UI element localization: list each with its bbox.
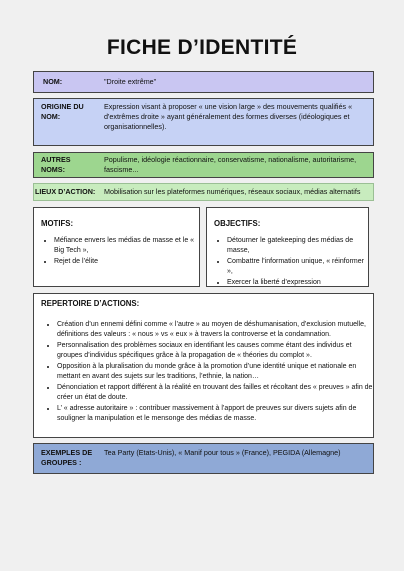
exemples-label: EXEMPLES DE GROUPES : [41,448,93,467]
list-item: • Rejet de l’élite [54,257,200,267]
list-item: • Exercer la liberté d’expression [227,278,369,288]
repertoire-section [33,293,374,438]
lieux-section [33,183,374,201]
motifs-section [33,207,200,287]
list-item: • Création d’un ennemi défini comme « l’autre » au moyen de déshumanisation, d’exclusion mutuelle, définitions des valeurs : « nous » vs « eux » à travers la controverse et la condamnation. [57,320,375,340]
exemples-value: Tea Party (Etats-Unis), « Manif pour tous » (France), PEGIDA (Allemagne) [104,448,341,457]
lieux-label: LIEUX D’ACTION: [35,187,96,196]
nom-section [33,71,374,93]
autres-noms-value: Populisme, idéologie réactionnaire, conservatisme, nationalisme, autoritarisme, fascisme... [104,155,357,174]
origine-section [33,98,374,146]
lieux-value: Mobilisation sur les plateformes numériques, réseaux sociaux, médias alternatifs [104,187,361,196]
list-item: • Opposition à la pluralisation du monde grâce à la promotion d’une identité unique et nationale en mettant en avant des sujets sur les traditions, l’ethnie, la nation… [57,362,375,382]
list-item: • Personnalisation des problèmes sociaux en identifiant les causes comme étant des individus et groupes d’individus spécifiques grâce à la propagation de « théories du complot ». [57,341,375,361]
page-title: FICHE D’IDENTITÉ [106,36,298,59]
origine-label: ORIGINE DU NOM: [41,102,84,121]
list-item: • Détourner le gatekeeping des médias de masse, [227,236,369,256]
repertoire-label: REPERTOIRE D’ACTIONS: [41,299,140,308]
nom-label: NOM: [43,77,63,86]
motifs-list [41,236,200,268]
list-item: • L’ « adresse autoritaire » : contribuer massivement à l’apport de preuves sur divers sujets afin de souligner la manipulation et le mensonge des médias de masse. [57,404,375,424]
motifs-label: MOTIFS: [41,219,74,228]
objectifs-label: OBJECTIFS: [214,219,261,228]
exemples-section [33,443,374,474]
origine-value: Expression visant à proposer « une vision large » des mouvements qualifiés « d'extrêmes droite » ayant généralement des formes diverses (idéologiques et organisationnelles). [104,102,353,131]
autres-noms-label: AUTRES NOMS: [41,155,71,174]
objectifs-list [214,236,369,289]
repertoire-list [44,320,375,425]
autres-noms-section [33,152,374,178]
objectifs-section [206,207,369,287]
nom-value: "Droite extrême" [104,77,157,86]
list-item: • Combattre l’information unique, « réinformer », [227,257,369,277]
list-item: • Méfiance envers les médias de masse et le « Big Tech », [54,236,200,256]
list-item: • Dénonciation et rapport différent à la réalité en trouvant des failles et récoltant des « preuves » afin de créer un état de doute. [57,383,375,403]
